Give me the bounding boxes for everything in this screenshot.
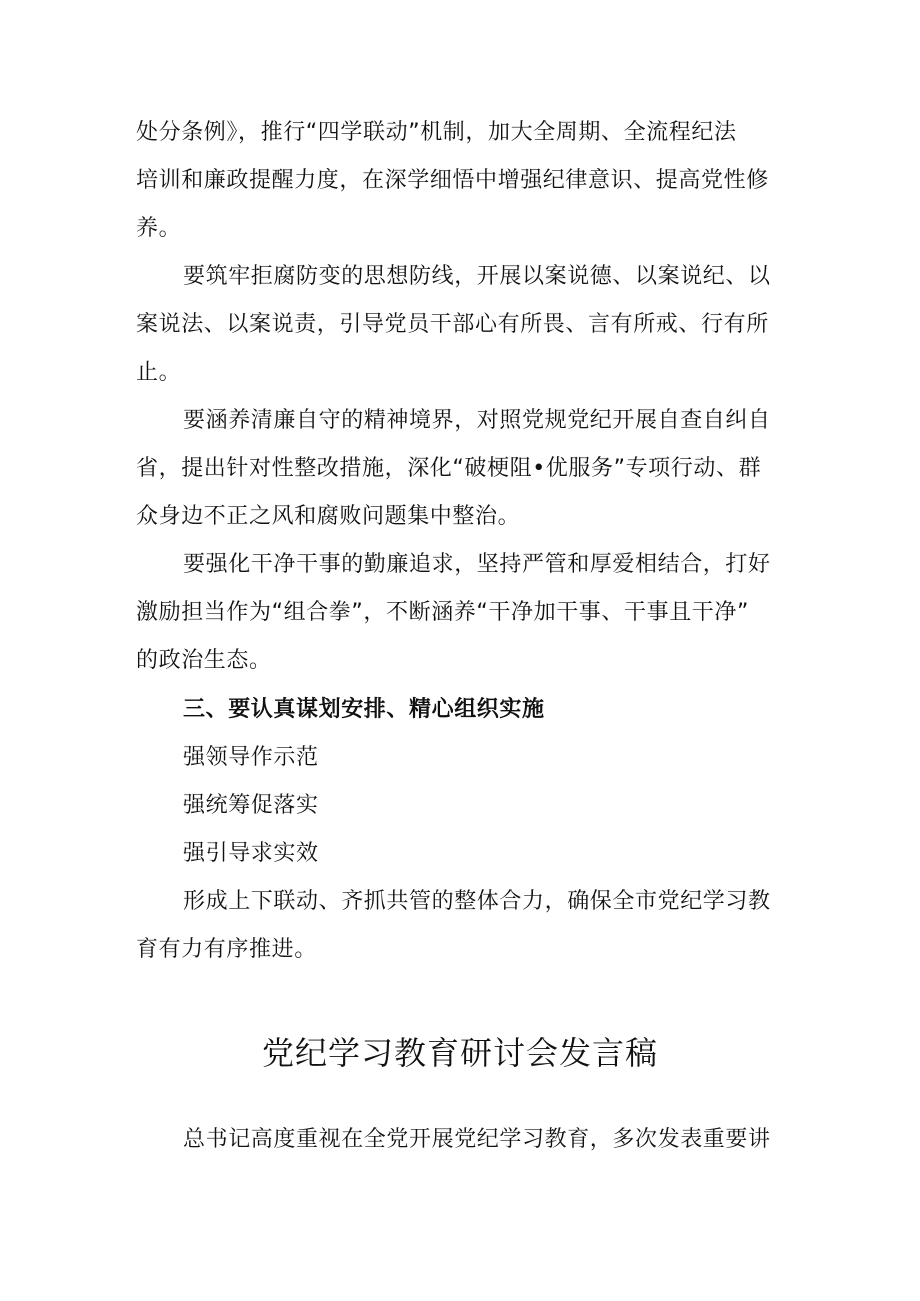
paragraph-1-line-3: 养。 [136, 216, 182, 241]
paragraph-3-line-1: 要涵养清廉自守的精神境界，对照党规党纪开展自查自纠自 [183, 408, 771, 433]
paragraph-6-line-1: 总书记高度重视在全党开展党纪学习教育，多次发表重要讲 [183, 1127, 771, 1152]
paragraph-4-line-2: 激励担当作为“组合拳”，不断涵养“干净加干事、干事且干净” [136, 600, 749, 625]
paragraph-4-line-3: 的政治生态。 [136, 648, 272, 673]
paragraph-1-line-1: 处分条例》，推行“四学联动”机制，加大全周期、全流程纪法 [136, 120, 737, 145]
paragraph-1-line-2: 培训和廉政提醒力度，在深学细悟中增强纪律意识、提高党性修 [136, 168, 769, 193]
list-item-3: 强引导求实效 [183, 841, 319, 866]
paragraph-2-line-3: 止。 [136, 360, 182, 385]
document-title: 党纪学习教育研讨会发言稿 [261, 1034, 658, 1072]
paragraph-2-line-1: 要筑牢拒腐防变的思想防线，开展以案说德、以案说纪、以 [183, 264, 771, 289]
paragraph-4-line-1: 要强化干净干事的勤廉追求，坚持严管和厚爱相结合，打好 [183, 552, 771, 577]
list-item-2: 强统筹促落实 [183, 793, 319, 818]
paragraph-5-line-1: 形成上下联动、齐抓共管的整体合力，确保全市党纪学习教 [183, 889, 771, 914]
paragraph-3-line-3: 众身边不正之风和腐败问题集中整治。 [136, 504, 521, 529]
paragraph-5-line-2: 育有力有序推进。 [136, 937, 317, 962]
list-item-1: 强领导作示范 [183, 745, 319, 770]
paragraph-3-line-2: 省，提出针对性整改措施，深化“破梗阻•优服务”专项行动、群 [136, 456, 762, 481]
section-heading-3: 三、要认真谋划安排、精心组织实施 [183, 697, 545, 722]
paragraph-2-line-2: 案说法、以案说责，引导党员干部心有所畏、言有所戒、行有所 [136, 312, 769, 337]
